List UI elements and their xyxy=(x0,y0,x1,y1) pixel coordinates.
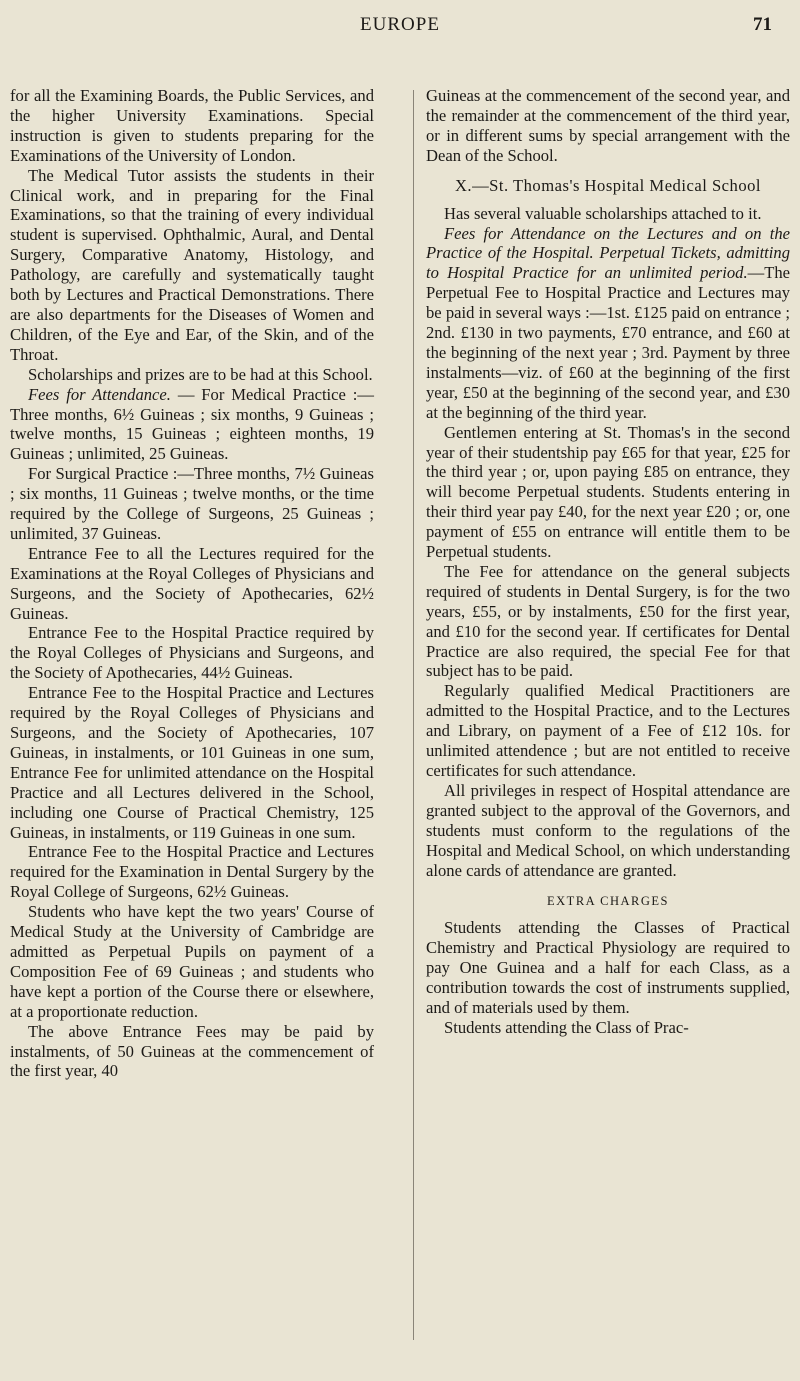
paragraph xyxy=(10,365,374,385)
right-column-body xyxy=(426,204,790,881)
column-divider xyxy=(413,90,414,1340)
page-number: 71 xyxy=(753,14,772,35)
paragraph xyxy=(426,423,790,562)
extra-charges-paragraph: Students attending the Classes of Practical Chemistry and Practical Physiology are required to pay One Guinea and a half for each Class, as a contribution towards the cost of instruments supplied, and of materials used by them. xyxy=(426,918,790,1017)
paragraph-text: Entrance Fee to all the Lectures required for the Examinations at the Royal Colleges of Physicians and Surgeons, and the Society of Apothecaries, 62½ Guineas. xyxy=(10,543,374,623)
paragraph xyxy=(10,683,374,842)
paragraph-text: Scholarships and prizes are to be had at this School. xyxy=(28,364,373,384)
running-title: EUROPE xyxy=(360,14,440,35)
paragraph-text: The Fee for attendance on the general subjects required of students in Dental Surgery, is for the two years, £55, or by instalments, £50 for the first year, and £10 for the second year. If certificates for Dental Practice are also required, the special Fee for that subject has to be paid. xyxy=(426,561,790,681)
paragraph xyxy=(426,562,790,681)
paragraph xyxy=(10,902,374,1021)
paragraph xyxy=(10,464,374,544)
paragraph-text: Entrance Fee to the Hospital Practice and Lectures required by the Royal Colleges of Physicians and Surgeons, and the Society of Apothecaries, 107 Guineas, in instalments, or 101 Guineas in one sum, Entrance Fee for unlimited attendance on the Hospital Practice and all Lectures delivered in the School, including one Course of Practical Chemistry, 125 Guineas, in instalments, or 119 Guineas in one sum. xyxy=(10,683,374,842)
paragraph-text: Entrance Fee to the Hospital Practice and Lectures required for the Examination in Dental Surgery by the Royal College of Surgeons, 62½ Guineas. xyxy=(10,842,374,902)
paragraph xyxy=(426,781,790,881)
paragraph xyxy=(10,842,374,902)
left-column xyxy=(10,86,374,1081)
paragraph xyxy=(10,544,374,624)
paragraph xyxy=(10,166,374,365)
extra-charges-heading: EXTRA CHARGES xyxy=(547,894,669,909)
paragraph xyxy=(426,681,790,781)
paragraph-text: All privileges in respect of Hospital attendance are granted subject to the approval of the Governors, and students must conform to the regulations of the Hospital and Medical School, on which understanding alone cards of attendance are granted. xyxy=(426,780,790,880)
paragraph-text: Has several valuable scholarships attached to it. xyxy=(444,203,762,223)
paragraph-text: Gentlemen entering at St. Thomas's in the second year of their studentship pay £65 for that year, £25 for the third year ; or, upon paying £85 on entrance, they will become Perpetual students. Students entering in their third year pay £40, for the next year £20 ; or, one payment of £55 on entrance will entitle them to be Perpetual students. xyxy=(426,422,790,562)
paragraph-text: Students who have kept the two years' Course of Medical Study at the University of Cambridge are admitted as Perpetual Pupils on payment of a Composition Fee of 69 Guineas ; and students who have kept a portion of the Course there or elsewhere, at a proportionate reduction. xyxy=(10,902,374,1021)
paragraph xyxy=(10,86,374,166)
paragraph-text: Regularly qualified Medical Practitioners are admitted to the Hospital Practice, and to the Lectures and Library, on payment of a Fee of £12 10s. for unlimited attendence ; but are not entitled to receive certificates for such attendance. xyxy=(426,681,790,780)
section-heading: X.—St. Thomas's Hospital Medical School xyxy=(454,175,762,195)
page-header xyxy=(0,10,800,40)
italic-lead: Fees for Attendance. xyxy=(28,384,171,404)
paragraph xyxy=(426,204,790,224)
right-column xyxy=(426,86,790,1038)
italic-lead: Fees for Attendance on the Lectures and on the Practice of the Hospital. Perpetual Tickets, admitting to Hospital Practice for an unlimited period. xyxy=(426,223,790,283)
paragraph-text: for all the Examining Boards, the Public Services, and the higher University Examinations. Special instruction is given to students preparing for the Examinations of the University of London. xyxy=(10,86,374,165)
paragraph xyxy=(10,385,374,465)
paragraph-text: The Medical Tutor assists the students in their Clinical work, and in preparing for the Final Examinations, so that the training of every individual student is supervised. Ophthalmic, Aural, and Dental Surgery, Comparative Anatomy, Histology, and Pathology, are carefully and systematically taught both by Lectures and Practical Demonstrations. There are also departments for the Diseases of Women and Children, of the Eye and Ear, of the Skin, and of the Throat. xyxy=(10,165,374,364)
paragraph-text: — For Medical Practice :—Three months, 6½ Guineas ; six months, 9 Guineas ; twelve months, 15 Guineas ; eighteen months, 19 Guineas ; unlimited, 25 Guineas. xyxy=(10,384,374,464)
paragraph xyxy=(10,1022,374,1082)
paragraph-text: —The Perpetual Fee to Hospital Practice and Lectures may be paid in several ways :—1st. £125 paid on entrance ; 2nd. £130 in two payments, £70 entrance, and £60 at the beginning of the next year ; 3rd. Payment by three instalments—viz. of £60 at the beginning of the first year, £50 at the beginning of the second year, and £30 at the beginning of the third year. xyxy=(426,263,790,422)
paragraph-continuation: Guineas at the commencement of the second year, and the remainder at the commencement of the third year, or in different sums by special arrangement with the Dean of the School. xyxy=(426,86,790,165)
paragraph xyxy=(426,224,790,423)
paragraph xyxy=(10,623,374,683)
paragraph-text: The above Entrance Fees may be paid by instalments, of 50 Guineas at the commencement of the first year, 40 xyxy=(10,1021,374,1081)
final-paragraph: Students attending the Class of Prac- xyxy=(444,1017,689,1037)
paragraph-text: For Surgical Practice :—Three months, 7½ Guineas ; six months, 11 Guineas ; twelve months, or the time required by the College of Surgeons, 25 Guineas ; unlimited, 37 Guineas. xyxy=(10,464,374,543)
paragraph-text: Entrance Fee to the Hospital Practice required by the Royal Colleges of Physicians and Surgeons, and the Society of Apothecaries, 44½ Guineas. xyxy=(10,623,374,683)
